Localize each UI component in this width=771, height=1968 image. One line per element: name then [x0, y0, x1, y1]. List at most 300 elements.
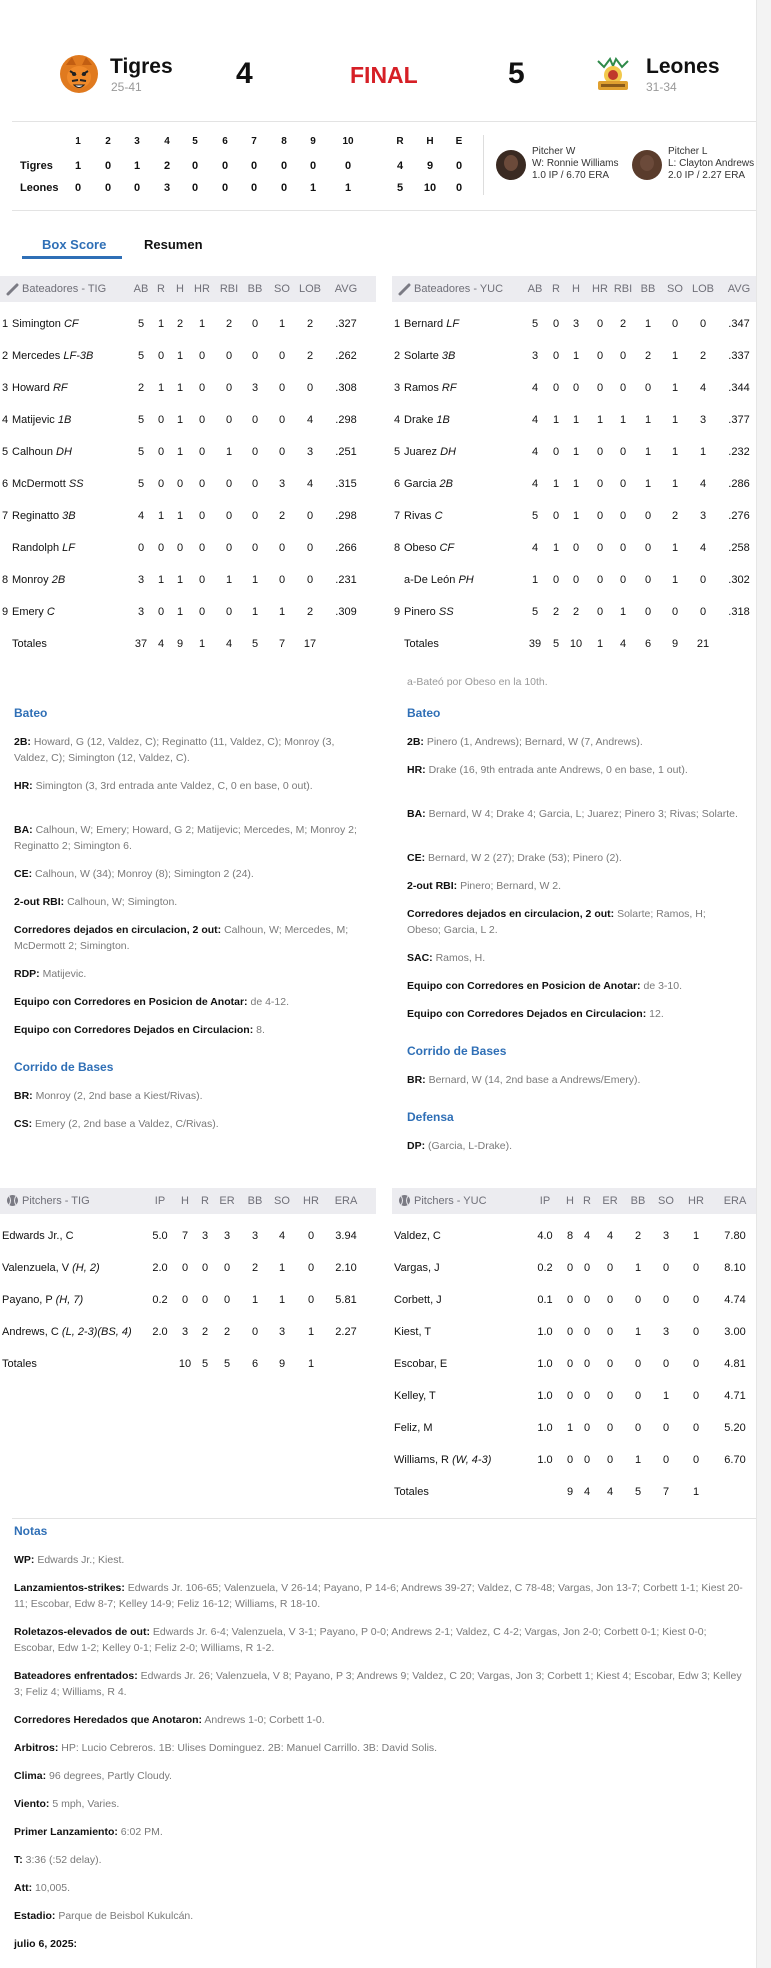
stat-cell: 4: [531, 414, 539, 426]
table-row[interactable]: [392, 1252, 756, 1284]
column-header[interactable]: R: [157, 283, 165, 295]
note-key: Viento:: [14, 1798, 50, 1810]
batting-table-header: [392, 276, 756, 302]
column-header[interactable]: IP: [154, 1195, 166, 1207]
column-header[interactable]: ER: [602, 1195, 618, 1207]
pitcher-name-text: Payano, P: [2, 1294, 53, 1306]
tab-box-score[interactable]: Box Score: [42, 237, 107, 252]
stat-cell: 0: [619, 542, 627, 554]
pitcher-decision: (H, 7): [55, 1294, 84, 1306]
player-name[interactable]: [404, 350, 455, 362]
player-name-text: Ramos: [404, 382, 439, 394]
table-row[interactable]: [0, 500, 376, 532]
totals-cell: 1: [596, 638, 604, 650]
note-value: de 4-12.: [250, 996, 290, 1008]
player-name-text: Juarez: [404, 446, 438, 458]
player-name[interactable]: [404, 478, 453, 490]
tigres-logo-icon: [58, 53, 100, 95]
stat-cell: 0: [596, 478, 604, 490]
stat-cell: 0: [634, 1390, 642, 1402]
stat-cell: 5: [531, 606, 539, 618]
column-header[interactable]: LOB: [298, 283, 321, 295]
note-value: Matijevic.: [42, 968, 87, 980]
rhe-header: H: [426, 136, 434, 147]
batting-order: 1: [394, 318, 401, 330]
away-team-record: 25-41: [111, 80, 142, 94]
table-row[interactable]: [0, 436, 376, 468]
stat-cell: 0: [157, 542, 165, 554]
stat-cell: .315: [335, 478, 357, 490]
player-name-text: Rivas: [404, 510, 432, 522]
totals-cell: 5: [251, 638, 259, 650]
column-header[interactable]: RBI: [219, 283, 239, 295]
stat-cell: 4: [606, 1230, 614, 1242]
rhe-header: R: [396, 136, 404, 147]
totals-cell: 5: [223, 1358, 231, 1370]
stat-cell: 1: [596, 414, 604, 426]
home-score: 5: [508, 57, 525, 90]
stat-cell: 1: [552, 414, 560, 426]
stat-cell: 2: [306, 350, 314, 362]
column-header[interactable]: H: [181, 1195, 189, 1207]
stat-cell: 5.20: [724, 1422, 746, 1434]
stat-cell: 0: [692, 1390, 700, 1402]
note-item: [407, 1138, 742, 1154]
player-name[interactable]: [12, 478, 84, 490]
column-header[interactable]: AB: [133, 283, 149, 295]
pitcher-name[interactable]: [394, 1454, 491, 1466]
stat-cell: 0: [566, 1454, 574, 1466]
table-row[interactable]: [392, 1284, 756, 1316]
note-value: 12.: [649, 1008, 664, 1020]
stat-cell: 2.0: [152, 1326, 168, 1338]
note-item: [407, 734, 742, 750]
note-value: (Garcia, L-Drake).: [428, 1140, 513, 1152]
stat-cell: 4: [699, 478, 707, 490]
stat-cell: 5: [137, 318, 145, 330]
player-name[interactable]: [404, 414, 450, 426]
stat-cell: 0: [596, 606, 604, 618]
stat-cell: 2: [306, 606, 314, 618]
table-row[interactable]: [392, 596, 756, 628]
column-header[interactable]: AB: [527, 283, 543, 295]
stat-cell: .232: [728, 446, 750, 458]
player-name-text: Matijevic: [12, 414, 55, 426]
stat-cell: 3: [699, 414, 707, 426]
stat-cell: 0: [251, 350, 259, 362]
stat-cell: 0: [198, 606, 206, 618]
stat-cell: 3.00: [724, 1326, 746, 1338]
totals-cell: 7: [278, 638, 286, 650]
batting-order: 8: [394, 542, 401, 554]
note-key: 2B:: [14, 736, 31, 748]
stat-cell: 0: [619, 382, 627, 394]
table-row[interactable]: [392, 340, 756, 372]
pitcher-name[interactable]: [2, 1230, 74, 1242]
stat-cell: 0: [662, 1262, 670, 1274]
stat-cell: 0: [552, 510, 560, 522]
table-row[interactable]: [0, 1252, 376, 1284]
stat-cell: 0: [692, 1358, 700, 1370]
totals-cell: 4: [583, 1486, 591, 1498]
table-row[interactable]: [0, 564, 376, 596]
column-header[interactable]: BB: [630, 1195, 646, 1207]
stat-cell: .231: [335, 574, 357, 586]
note-key: Att:: [14, 1882, 33, 1894]
avatar: [632, 150, 662, 180]
totals-cell: 9: [671, 638, 679, 650]
note-key: Clima:: [14, 1770, 47, 1782]
player-name[interactable]: [12, 414, 71, 426]
stat-cell: 1: [307, 1326, 315, 1338]
scrollbar[interactable]: [756, 0, 771, 1968]
player-name[interactable]: [12, 446, 72, 458]
stat-cell: 0: [157, 478, 165, 490]
stat-cell: 4.81: [724, 1358, 746, 1370]
player-name[interactable]: [404, 446, 456, 458]
player-name[interactable]: [404, 606, 454, 618]
table-row[interactable]: [392, 468, 756, 500]
table-row[interactable]: [392, 308, 756, 340]
player-name[interactable]: [404, 382, 457, 394]
stat-cell: 1: [671, 574, 679, 586]
stat-cell: 1: [278, 1262, 286, 1274]
stat-cell: 1: [692, 1230, 700, 1242]
note-value: Ramos, H.: [435, 952, 486, 964]
table-row[interactable]: [0, 404, 376, 436]
table-row[interactable]: [0, 372, 376, 404]
column-header[interactable]: HR: [688, 1195, 704, 1207]
stat-cell: .347: [728, 318, 750, 330]
leones-logo-icon: [592, 53, 634, 95]
totals-cell: 1: [692, 1486, 700, 1498]
table-row[interactable]: [0, 532, 376, 564]
player-name[interactable]: [12, 606, 55, 618]
stat-cell: 5: [137, 478, 145, 490]
note-item: [14, 1116, 364, 1132]
stat-cell: .302: [728, 574, 750, 586]
pitcher-name-text: Kiest, T: [394, 1326, 432, 1338]
pitcher-name[interactable]: [2, 1326, 132, 1338]
stat-cell: 0: [583, 1262, 591, 1274]
stat-cell: 0: [251, 510, 259, 522]
table-row[interactable]: [0, 468, 376, 500]
stat-cell: 2: [552, 606, 560, 618]
stat-cell: 3: [306, 446, 314, 458]
table-row[interactable]: [392, 532, 756, 564]
note-key: HR:: [14, 780, 33, 792]
table-row[interactable]: [392, 1444, 756, 1476]
stat-cell: 0: [596, 318, 604, 330]
table-row[interactable]: [392, 404, 756, 436]
totals-row: [0, 1348, 376, 1380]
note-key: SAC:: [407, 952, 433, 964]
stat-cell: .262: [335, 350, 357, 362]
pitcher-name-text: Corbett, J: [394, 1294, 442, 1306]
inning-runs: 1: [309, 182, 317, 194]
batting-table-header: [0, 276, 376, 302]
pitcher-name[interactable]: [394, 1230, 441, 1242]
stat-cell: 0: [306, 510, 314, 522]
pitcher-name[interactable]: [394, 1262, 440, 1274]
stat-cell: 0: [634, 1294, 642, 1306]
table-row[interactable]: [392, 1412, 756, 1444]
stat-cell: .327: [335, 318, 357, 330]
stat-cell: 1: [644, 318, 652, 330]
column-header[interactable]: AVG: [334, 283, 358, 295]
stat-cell: 0: [198, 574, 206, 586]
stat-cell: 3.94: [335, 1230, 357, 1242]
stat-cell: 2.27: [335, 1326, 357, 1338]
player-name[interactable]: [404, 574, 474, 586]
inning-runs: 0: [104, 182, 112, 194]
note-key: Equipo con Corredores en Posicion de Anotar:: [14, 996, 248, 1008]
totals-row: [0, 628, 376, 660]
stat-cell: 0: [137, 542, 145, 554]
player-position: 2B: [439, 478, 453, 490]
player-position: LF-3B: [63, 350, 94, 362]
divider: [12, 1518, 756, 1519]
pitcher-decision: (W, 4-3): [452, 1454, 492, 1466]
linescore-team-name[interactable]: Tigres: [20, 160, 53, 172]
pitcher-name[interactable]: [394, 1390, 436, 1402]
column-header[interactable]: LOB: [691, 283, 714, 295]
game-note-item: [14, 1908, 749, 1924]
note-value: Monroy (2, 2nd base a Kiest/Rivas).: [35, 1090, 203, 1102]
totals-cell: 1: [307, 1358, 315, 1370]
column-header[interactable]: H: [176, 283, 184, 295]
batting-order: 6: [2, 478, 9, 490]
stat-cell: .286: [728, 478, 750, 490]
player-position: LF: [62, 542, 75, 554]
stat-cell: 0: [251, 318, 259, 330]
player-name-text: a-De León: [404, 574, 456, 586]
stat-cell: 1: [176, 382, 184, 394]
stat-cell: 0: [606, 1454, 614, 1466]
column-header[interactable]: BB: [640, 283, 656, 295]
column-header[interactable]: R: [201, 1195, 209, 1207]
stat-cell: .377: [728, 414, 750, 426]
notes-section-title: Defensa: [407, 1110, 454, 1124]
stat-cell: 3: [251, 1230, 259, 1242]
column-header[interactable]: ERA: [334, 1195, 358, 1207]
table-row[interactable]: [0, 1284, 376, 1316]
column-header[interactable]: BB: [247, 283, 263, 295]
player-name[interactable]: [12, 542, 75, 554]
table-row[interactable]: [392, 436, 756, 468]
stat-cell: 1: [572, 350, 580, 362]
notes-title: Notas: [14, 1524, 48, 1538]
pitcher-name[interactable]: [2, 1262, 100, 1274]
table-row[interactable]: [0, 308, 376, 340]
player-name[interactable]: [404, 318, 459, 330]
stat-cell: 7: [181, 1230, 189, 1242]
stat-cell: 0: [583, 1390, 591, 1402]
totals-cell: 4: [157, 638, 165, 650]
note-item: [14, 994, 364, 1010]
home-pitching-table: [392, 1188, 756, 1498]
stat-cell: 1: [278, 318, 286, 330]
column-header[interactable]: H: [572, 283, 580, 295]
column-header[interactable]: SO: [274, 1195, 290, 1207]
pitcher-name[interactable]: [394, 1326, 431, 1338]
stat-cell: 0: [176, 542, 184, 554]
totals-label: Totales: [394, 1486, 429, 1498]
player-name[interactable]: [404, 542, 454, 554]
pitcher-name[interactable]: [2, 1294, 83, 1306]
player-position: CF: [63, 318, 79, 330]
table-row[interactable]: [392, 564, 756, 596]
column-header[interactable]: ER: [219, 1195, 235, 1207]
note-key: HR:: [407, 764, 426, 776]
column-header[interactable]: ERA: [723, 1195, 747, 1207]
stat-cell: 2: [176, 318, 184, 330]
pitcher-name[interactable]: [394, 1294, 442, 1306]
table-row[interactable]: [392, 1316, 756, 1348]
table-row[interactable]: [392, 1348, 756, 1380]
batting-table-title: Bateadores - TIG: [22, 283, 107, 295]
column-header[interactable]: RBI: [613, 283, 633, 295]
stat-cell: 1: [176, 574, 184, 586]
column-header[interactable]: H: [566, 1195, 574, 1207]
stat-cell: 4: [583, 1230, 591, 1242]
stat-cell: .276: [728, 510, 750, 522]
stat-cell: 6.70: [724, 1454, 746, 1466]
player-position: DH: [440, 446, 456, 458]
note-key: BR:: [14, 1090, 33, 1102]
stat-cell: .258: [728, 542, 750, 554]
stat-cell: 0: [572, 382, 580, 394]
note-key: Lanzamientos-strikes:: [14, 1582, 125, 1594]
inning-runs: 1: [74, 160, 82, 172]
totals-cell: 6: [251, 1358, 259, 1370]
batting-order: 3: [2, 382, 9, 394]
player-name[interactable]: [12, 510, 76, 522]
stat-cell: 5: [137, 446, 145, 458]
divider: [483, 135, 484, 195]
stat-cell: 0.2: [537, 1262, 553, 1274]
stat-cell: 1: [619, 606, 627, 618]
column-header[interactable]: HR: [303, 1195, 319, 1207]
stat-cell: 5: [137, 350, 145, 362]
stat-cell: .308: [335, 382, 357, 394]
note-value: Howard, G (12, Valdez, C); Reginatto (11, Valdez, C); Monroy (3, Valdez, C); Simington (12, Valdez, C).: [14, 736, 335, 764]
table-row[interactable]: [0, 1316, 376, 1348]
pitcher-name[interactable]: [394, 1422, 433, 1434]
stat-cell: 2: [225, 318, 233, 330]
note-item: [407, 1072, 742, 1088]
stat-cell: 0: [198, 510, 206, 522]
player-name[interactable]: [404, 510, 443, 522]
stat-cell: 0: [692, 1454, 700, 1466]
batting-order: 9: [394, 606, 401, 618]
player-position: 3B: [62, 510, 76, 522]
table-row[interactable]: [0, 1220, 376, 1252]
linescore-team-name[interactable]: Leones: [20, 182, 59, 194]
batting-order: 9: [2, 606, 9, 618]
divider: [12, 121, 756, 122]
winning-pitcher-name: W: Ronnie Williams: [532, 158, 619, 169]
batting-order: 3: [394, 382, 401, 394]
rhe-value: 4: [396, 160, 404, 172]
note-item: [14, 734, 364, 766]
table-row[interactable]: [392, 1220, 756, 1252]
note-value: Bernard, W (14, 2nd base a Andrews/Emery).: [428, 1074, 641, 1086]
player-name-text: Bernard: [404, 318, 444, 330]
note-key: 2-out RBI:: [14, 896, 65, 908]
rhe-value: 10: [423, 182, 437, 194]
inning-header: 7: [251, 136, 257, 147]
note-key: 2-out RBI:: [407, 880, 458, 892]
table-row[interactable]: [392, 500, 756, 532]
player-name[interactable]: [12, 574, 65, 586]
stat-cell: 3: [278, 1326, 286, 1338]
note-value: Edwards Jr.; Kiest.: [37, 1554, 125, 1566]
column-header[interactable]: R: [583, 1195, 591, 1207]
stat-cell: 1: [251, 574, 259, 586]
totals-cell: 6: [644, 638, 652, 650]
stat-cell: 0: [566, 1294, 574, 1306]
losing-pitcher-line: 2.0 IP / 2.27 ERA: [668, 170, 746, 181]
stat-cell: 0: [225, 510, 233, 522]
stat-cell: 0: [223, 1294, 231, 1306]
player-name[interactable]: [12, 318, 79, 330]
tab-resumen[interactable]: Resumen: [144, 237, 203, 252]
stat-cell: .298: [335, 510, 357, 522]
note-item: [14, 822, 364, 854]
player-name-text: McDermott: [12, 478, 66, 490]
column-header[interactable]: AVG: [727, 283, 751, 295]
column-header[interactable]: HR: [194, 283, 210, 295]
stat-cell: 1: [644, 414, 652, 426]
away-team-name[interactable]: Tigres: [110, 55, 173, 78]
table-row[interactable]: [0, 340, 376, 372]
totals-row: [392, 628, 756, 660]
stat-cell: 5: [137, 414, 145, 426]
player-name[interactable]: [12, 350, 93, 362]
stat-cell: 0: [606, 1294, 614, 1306]
column-header[interactable]: SO: [658, 1195, 674, 1207]
column-header[interactable]: R: [552, 283, 560, 295]
column-header[interactable]: IP: [539, 1195, 551, 1207]
player-name-text: Drake: [404, 414, 434, 426]
column-header[interactable]: HR: [592, 283, 608, 295]
table-row[interactable]: [0, 596, 376, 628]
rhe-value: 0: [455, 160, 463, 172]
pitcher-name-text: Kelley, T: [394, 1390, 436, 1402]
stat-cell: .344: [728, 382, 750, 394]
stat-cell: 1: [572, 414, 580, 426]
home-team-name[interactable]: Leones: [646, 55, 720, 78]
column-header[interactable]: BB: [247, 1195, 263, 1207]
stat-cell: 1: [671, 382, 679, 394]
stat-cell: 1: [176, 606, 184, 618]
away-pitching-table: [0, 1188, 376, 1388]
column-header[interactable]: SO: [667, 283, 683, 295]
stat-cell: 0: [619, 510, 627, 522]
stat-cell: 0: [198, 382, 206, 394]
baseball-icon: [398, 1194, 411, 1207]
column-header[interactable]: SO: [274, 283, 290, 295]
pitcher-name[interactable]: [394, 1358, 447, 1370]
player-name[interactable]: [12, 382, 68, 394]
player-name-text: Pinero: [404, 606, 436, 618]
note-value: Calhoun, W; Mercedes, M; McDermott 2; Simington.: [14, 924, 349, 952]
inning-runs: 0: [221, 182, 229, 194]
table-row[interactable]: [392, 1380, 756, 1412]
table-row[interactable]: [392, 372, 756, 404]
inning-runs: 1: [133, 160, 141, 172]
